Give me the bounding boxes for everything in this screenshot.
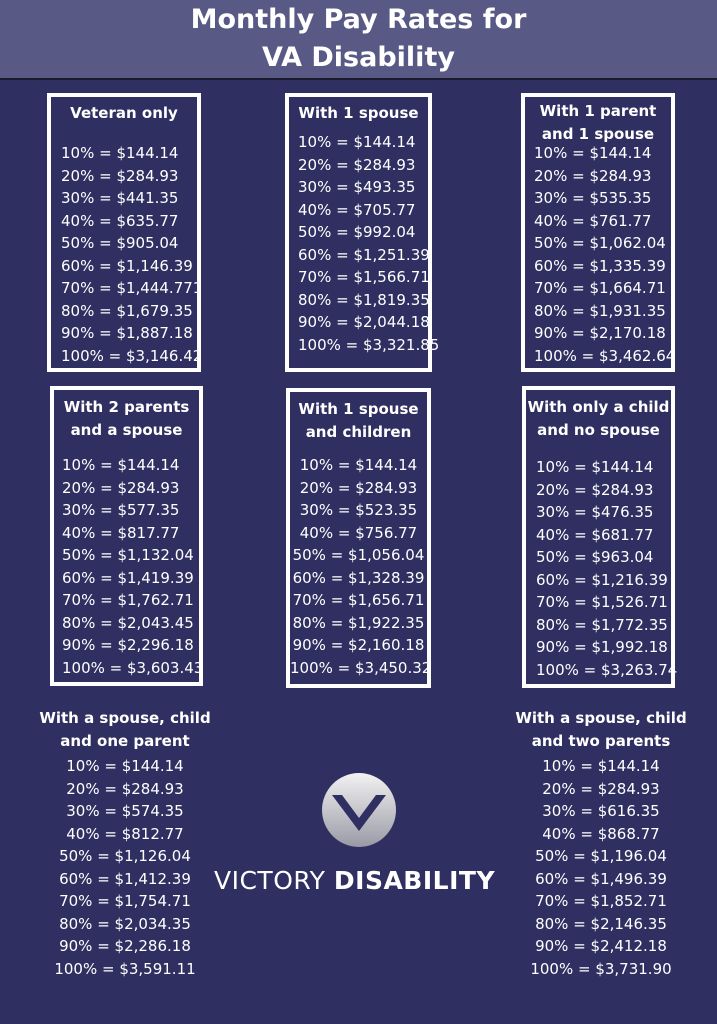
table-heading-line-2: and children [305, 423, 412, 441]
rate-100: 100% = $3,603.43 [62, 658, 204, 677]
table-heading-line-1: With a spouse, child [515, 709, 687, 727]
rate-list [536, 456, 677, 681]
rate-80: 80% = $1,819.35 [298, 290, 430, 309]
rate-10: 10% = $144.14 [536, 458, 654, 476]
rate-70: 70% = $1,444.771 [61, 279, 203, 297]
rate-10: 10% = $144.14 [62, 456, 180, 474]
table-with-only-a-child-and-no-spouse [522, 386, 678, 688]
table-heading-line-1: With 1 spouse [298, 400, 419, 418]
rate-40: 40% = $705.77 [298, 200, 416, 219]
rate-40: 40% = $635.77 [61, 211, 179, 230]
rate-20: 20% = $284.93 [299, 478, 418, 497]
rate-30: 30% = $577.35 [62, 501, 180, 519]
rate-list [505, 755, 697, 980]
rate-40: 40% = $756.77 [299, 523, 418, 542]
rate-list [62, 454, 203, 679]
rate-10: 10% = $144.14 [66, 757, 184, 775]
table-heading-line-2: and no spouse [537, 421, 660, 439]
rate-100: 100% = $3,321.85 [298, 335, 440, 354]
rate-20: 20% = $284.93 [61, 166, 179, 185]
title-banner [0, 0, 717, 80]
rate-40: 40% = $868.77 [542, 824, 660, 843]
brand-name-light: VICTORY [214, 866, 326, 895]
rate-60: 60% = $1,146.39 [61, 256, 193, 275]
rate-90: 90% = $2,286.18 [59, 937, 191, 955]
rate-20: 20% = $284.93 [534, 166, 652, 185]
rate-40: 40% = $681.77 [536, 525, 654, 544]
rate-90: 90% = $1,887.18 [61, 324, 193, 342]
rate-60: 60% = $1,419.39 [62, 568, 194, 587]
table-heading: Veteran only [70, 104, 178, 122]
rate-60: 60% = $1,335.39 [534, 256, 666, 275]
rate-80: 80% = $2,146.35 [535, 914, 667, 933]
rate-list [534, 142, 675, 367]
rate-40: 40% = $761.77 [534, 211, 652, 230]
table-with-1-spouse [285, 93, 440, 372]
table-heading-line-1: With 1 parent [539, 102, 657, 120]
rate-60: 60% = $1,251.39 [298, 245, 430, 264]
rate-10: 10% = $144.14 [61, 144, 179, 162]
table-heading-line-1: With a spouse, child [39, 709, 211, 727]
rate-100: 100% = $3,146.42 [61, 346, 203, 365]
rate-50: 50% = $992.04 [298, 223, 416, 241]
table-with-2-parents-and-a-spouse [50, 386, 203, 686]
table-with-a-spouse-child-and-two-parents [505, 707, 697, 987]
rate-list [290, 454, 432, 679]
brand-name-bold: DISABILITY [333, 866, 496, 895]
table-heading-line-1: With only a child [527, 398, 670, 416]
rate-50: 50% = $1,126.04 [59, 847, 191, 865]
table-heading-line-1: With 2 parents [63, 398, 190, 416]
rate-30: 30% = $493.35 [298, 178, 416, 196]
rate-70: 70% = $1,566.71 [298, 268, 430, 286]
table-heading: With 1 spouse [298, 104, 419, 122]
rate-40: 40% = $812.77 [66, 824, 184, 843]
rate-10: 10% = $144.14 [298, 133, 416, 151]
rate-50: 50% = $1,196.04 [535, 847, 667, 865]
table-veteran-only [47, 93, 201, 372]
rate-20: 20% = $284.93 [66, 779, 184, 798]
rate-40: 40% = $817.77 [62, 523, 180, 542]
rate-list [298, 131, 439, 356]
rate-80: 80% = $1,679.35 [61, 301, 193, 320]
rate-60: 60% = $1,328.39 [292, 568, 425, 587]
rate-70: 70% = $1,754.71 [59, 892, 191, 910]
rate-80: 80% = $2,043.45 [62, 613, 194, 632]
rate-50: 50% = $1,132.04 [62, 546, 194, 564]
rate-80: 80% = $1,772.35 [536, 615, 668, 634]
table-heading-line-2: and one parent [60, 732, 190, 750]
rate-80: 80% = $1,931.35 [534, 301, 666, 320]
rate-10: 10% = $144.14 [542, 757, 660, 775]
rate-50: 50% = $1,056.04 [292, 546, 425, 564]
rate-50: 50% = $905.04 [61, 234, 179, 252]
rate-70: 70% = $1,852.71 [535, 892, 667, 910]
rate-10: 10% = $144.14 [299, 456, 418, 474]
rate-80: 80% = $1,922.35 [292, 613, 425, 632]
rate-90: 90% = $2,296.18 [62, 636, 194, 654]
rate-list [61, 142, 202, 367]
rate-90: 90% = $2,160.18 [292, 636, 425, 654]
table-heading-line-2: and two parents [531, 732, 671, 750]
rate-50: 50% = $963.04 [536, 548, 654, 566]
table-heading-line-2: and a spouse [70, 421, 183, 439]
rate-100: 100% = $3,731.90 [530, 959, 672, 978]
rate-60: 60% = $1,412.39 [59, 869, 191, 888]
rate-20: 20% = $284.93 [542, 779, 660, 798]
rate-90: 90% = $1,992.18 [536, 638, 668, 656]
table-with-1-spouse-and-children [286, 388, 431, 688]
page-title-line-1: Monthly Pay Rates for [190, 4, 527, 35]
chevron-down-icon [320, 771, 398, 849]
rate-20: 20% = $284.93 [298, 155, 416, 174]
table-with-a-spouse-child-and-one-parent [30, 707, 220, 987]
rate-80: 80% = $2,034.35 [59, 914, 191, 933]
table-heading-line-2: and 1 spouse [541, 125, 655, 143]
rate-70: 70% = $1,762.71 [62, 591, 194, 609]
rate-60: 60% = $1,496.39 [535, 869, 667, 888]
rate-70: 70% = $1,656.71 [292, 591, 425, 609]
rate-30: 30% = $441.35 [61, 189, 179, 207]
rate-100: 100% = $3,263.74 [536, 660, 678, 679]
rate-90: 90% = $2,412.18 [535, 937, 667, 955]
rate-50: 50% = $1,062.04 [534, 234, 666, 252]
page-title-line-2: VA Disability [262, 42, 455, 73]
table-with-1-parent-and-1-spouse [521, 93, 675, 372]
rate-20: 20% = $284.93 [62, 478, 180, 497]
rate-20: 20% = $284.93 [536, 480, 654, 499]
rate-100: 100% = $3,450.32 [290, 658, 432, 677]
rate-100: 100% = $3,462.64 [534, 346, 676, 365]
rate-list [30, 755, 220, 980]
rate-90: 90% = $2,044.18 [298, 313, 430, 331]
rate-70: 70% = $1,664.71 [534, 279, 666, 297]
brand-wordmark [214, 866, 504, 895]
rate-10: 10% = $144.14 [534, 144, 652, 162]
rate-60: 60% = $1,216.39 [536, 570, 668, 589]
rate-90: 90% = $2,170.18 [534, 324, 666, 342]
rate-30: 30% = $523.35 [299, 501, 418, 519]
rate-30: 30% = $476.35 [536, 503, 654, 521]
rate-70: 70% = $1,526.71 [536, 593, 668, 611]
rate-100: 100% = $3,591.11 [54, 959, 196, 978]
rate-30: 30% = $535.35 [534, 189, 652, 207]
rate-30: 30% = $574.35 [66, 802, 184, 820]
rate-30: 30% = $616.35 [542, 802, 660, 820]
